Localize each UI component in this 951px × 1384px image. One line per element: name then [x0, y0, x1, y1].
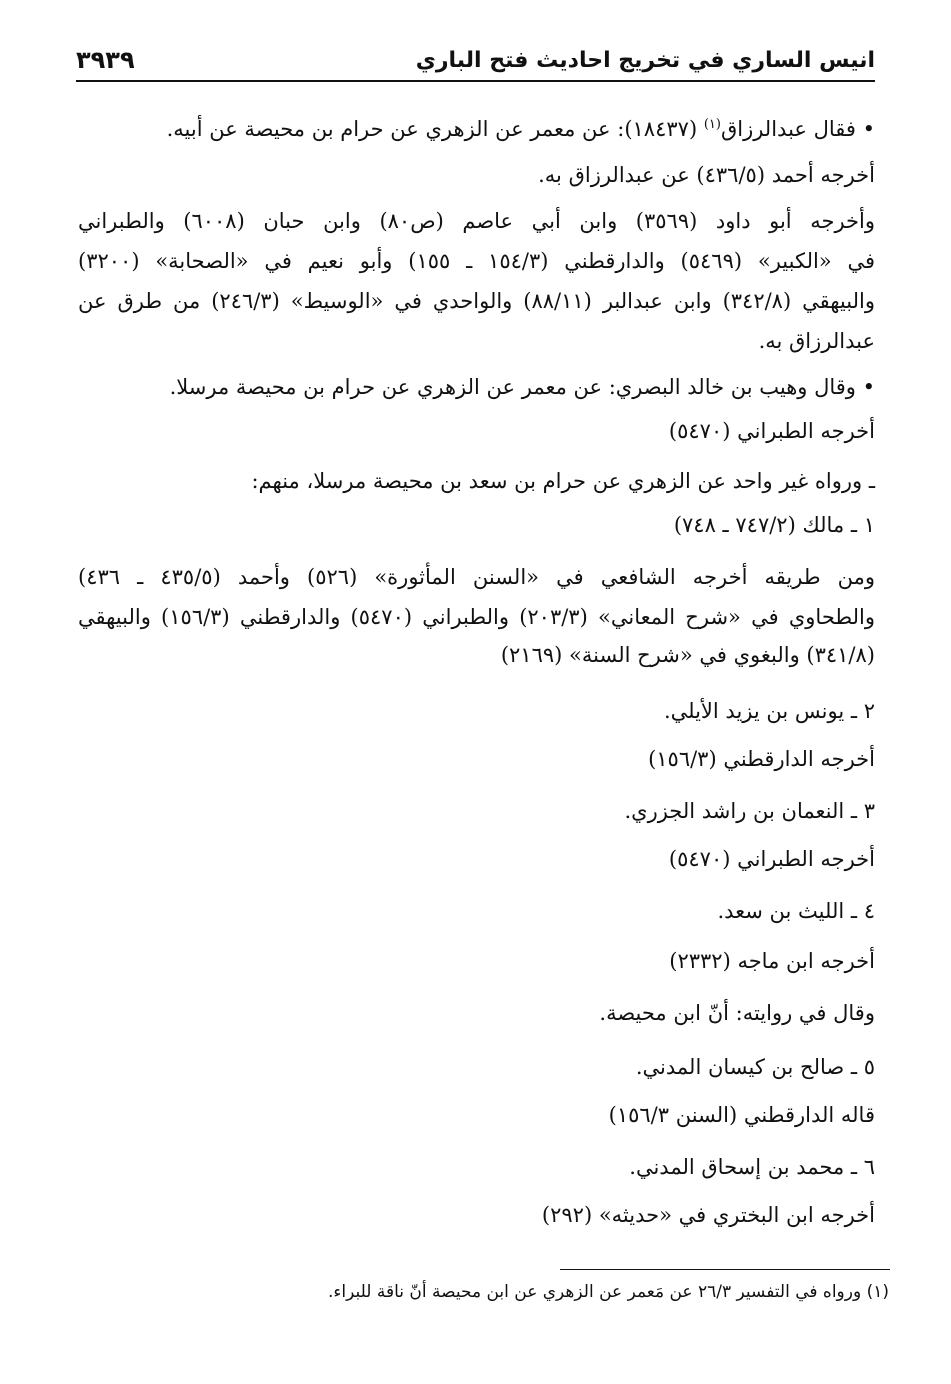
text-span: • فقال عبدالرزاق — [720, 117, 875, 141]
text-line — [78, 110, 875, 144]
text-line: في «الكبير» (٥٤٦٩) والدارقطني (١٥٤/٣ ـ ١٥٥) وأبو نعيم في «الصحابة» (٣٢٠٠) — [78, 249, 875, 273]
running-title: انيس الساري في تخريج احاديث فتح الباري — [415, 47, 875, 73]
text-line: وأخرجه أبو داود (٣٥٦٩) وابن أبي عاصم (ص٨٠) وابن حبان (٦٠٠٨) والطبراني — [78, 209, 875, 233]
text-line: والبيهقي (٣٤٢/٨) وابن عبدالبر (٨٨/١١) والواحدي في «الوسيط» (٢٤٦/٣) من طرق عن — [78, 289, 875, 313]
text-line: (٣٤١/٨) والبغوي في «شرح السنة» (٢١٦٩) — [500, 643, 875, 667]
text-line: ٣ ـ النعمان بن راشد الجزري. — [624, 799, 875, 823]
text-line: أخرجه الدارقطني (١٥٦/٣) — [648, 747, 875, 771]
text-line: أخرجه الطبراني (٥٤٧٠) — [668, 847, 875, 871]
text-line: أخرجه الطبراني (٥٤٧٠) — [668, 419, 875, 443]
text-line: ٢ ـ يونس بن يزيد الأيلي. — [663, 699, 875, 723]
text-line: ٥ ـ صالح بن كيسان المدني. — [635, 1055, 875, 1079]
text-line: ٦ ـ محمد بن إسحاق المدني. — [629, 1155, 875, 1179]
text-line: أخرجه ابن ماجه (٢٣٣٢) — [669, 949, 875, 973]
text-line: قاله الدارقطني (السنن ١٥٦/٣) — [608, 1103, 875, 1127]
text-line: ١ ـ مالك (٧٤٧/٢ ـ ٧٤٨) — [673, 513, 875, 537]
text-line: ٤ ـ الليث بن سعد. — [717, 899, 875, 923]
page-header — [76, 40, 875, 82]
text-line: وقال في روايته: أنّ ابن محيصة. — [599, 1001, 875, 1025]
text-span: (١٨٤٣٧): عن معمر عن الزهري عن حرام بن محيصة عن أبيه. — [166, 117, 704, 141]
page-number: ٣٩٣٩ — [76, 46, 135, 74]
footnote: (١) ورواه في التفسير ٢٦/٣ عن مَعمر عن الزهري عن ابن محيصة أنّ ناقة للبراء. — [327, 1282, 889, 1302]
footnote-divider — [560, 1269, 890, 1270]
text-line: والطحاوي في «شرح المعاني» (٢٠٣/٣) والطبراني (٥٤٧٠) والدارقطني (١٥٦/٣) والبيهقي — [78, 605, 875, 629]
footnote-marker: (١) — [703, 117, 721, 132]
text-line: أخرجه ابن البختري في «حديثه» (٢٩٢) — [541, 1203, 875, 1227]
text-line: • وقال وهيب بن خالد البصري: عن معمر عن الزهري عن حرام بن محيصة مرسلا. — [169, 375, 875, 399]
text-line: ومن طريقه أخرجه الشافعي في «السنن المأثورة» (٥٢٦) وأحمد (٤٣٥/٥ ـ ٤٣٦) — [78, 565, 875, 589]
text-line: عبدالرزاق به. — [758, 329, 875, 353]
text-line: أخرجه أحمد (٤٣٦/٥) عن عبدالرزاق به. — [538, 163, 875, 187]
text-line: ـ ورواه غير واحد عن الزهري عن حرام بن سعد بن محيصة مرسلا، منهم: — [251, 469, 875, 493]
